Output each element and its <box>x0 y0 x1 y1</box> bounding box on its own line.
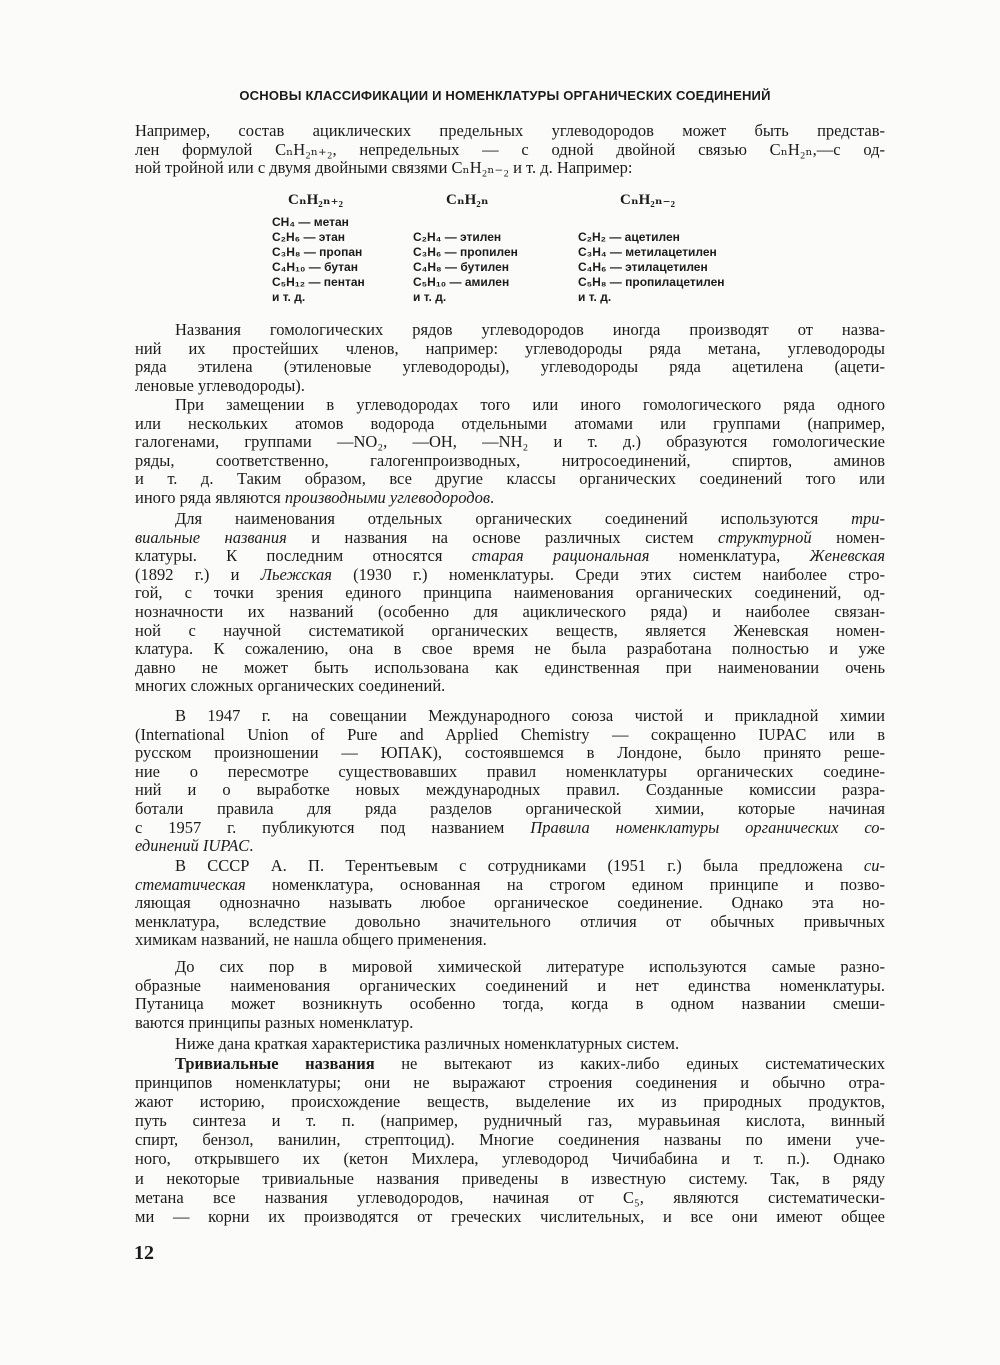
text-run: иного ряда являются <box>135 487 285 507</box>
text-run: образные наименования органических соединений и нет единства номенклатуры. <box>135 975 885 995</box>
text-run: ботали правила для ряда разделов органической химии, которые начиная <box>135 798 885 818</box>
text-line <box>135 566 885 585</box>
text-run: ряда этилена (этиленовые углеводороды), углеводороды ряда ацетилена (ацети- <box>135 357 885 377</box>
text-run: или нескольких атомов водорода отдельными атомами или группами (например, <box>135 413 885 433</box>
text-run: Например, состав ациклических предельных углеводородов может быть представ- <box>135 121 885 140</box>
italic-term: старая рациональная <box>471 546 650 566</box>
italic-term: три- <box>851 509 885 528</box>
text-line <box>135 1073 885 1092</box>
text-line <box>135 640 885 659</box>
text-line <box>135 433 885 452</box>
text-run: ний и о выработке новых международных правил. Созданные комиссии разра- <box>135 780 885 800</box>
text-run: (International Union of Pure and Applied Chemistry — сокращенно IUPAC или в <box>135 724 885 744</box>
text-run: . <box>249 836 254 856</box>
text-run: галогенами, группами —NO₂, —OH, —NH₂ и т. д.) образуются гомологические <box>135 432 885 452</box>
text-line <box>135 958 885 977</box>
text-run: номен- <box>811 527 885 547</box>
text-run: с 1957 г. публикуются под названием <box>135 817 531 837</box>
text-run: химикам названий, не нашла общего применения. <box>135 930 487 950</box>
formula-column-header: CₙH₂ₙ₊₂ <box>288 192 343 208</box>
text-run: ваются принципы разных номенклатур. <box>135 1012 414 1032</box>
text-run: и некоторые тривиальные названия приведены в известную систему. Так, в ряду <box>135 1168 885 1188</box>
text-line <box>135 452 885 471</box>
text-line <box>135 819 885 838</box>
text-run: В СССР А. П. Терентьевым с сотрудниками (1951 г.) была предложена <box>175 856 864 875</box>
text-run: принципов номенклатуры; они не выражают строения соединения и обычно отра- <box>135 1073 885 1093</box>
text-line <box>135 1188 885 1207</box>
italic-term: виальные названия <box>135 527 287 547</box>
text-line <box>135 1014 885 1033</box>
running-header: ОСНОВЫ КЛАССИФИКАЦИИ И НОМЕНКЛАТУРЫ ОРГАНИЧЕСКИХ СОЕДИНЕНИЙ <box>239 88 771 103</box>
text-line <box>135 396 885 415</box>
text-line <box>135 141 885 160</box>
text-run: нозначности их названий (особенно для ациклического ряда) и наиболее связан- <box>135 601 885 621</box>
text-run: клатура. К сожалению, она в свое время не была разработана полностью и уже <box>135 639 885 659</box>
text-run: жают историю, происхождение веществ, выделение их из природных продуктов, <box>135 1092 885 1112</box>
text-run: ной тройной или с двумя двойными связями CₙH₂ₙ₋₂ и т. д. Например: <box>135 158 633 178</box>
formula-row: C₃H₆ — пропилен <box>413 245 518 259</box>
text-line <box>135 857 885 876</box>
text-run: и названия на основе различных систем <box>286 527 719 547</box>
text-line <box>135 1035 885 1054</box>
text-run: Ниже дана краткая характеристика различных номенклатурных систем. <box>175 1034 680 1053</box>
text-run: Названия гомологических рядов углеводородов иногда производят от назва- <box>175 320 885 339</box>
text-line <box>135 1149 885 1168</box>
text-run: Для наименования отдельных органических соединений используются <box>175 509 852 528</box>
italic-term: Правила номенклатуры органических со- <box>530 817 885 837</box>
formula-etc: и т. д. <box>272 290 306 304</box>
text-run: ние о пересмотре существовавших правил номенклатуры органических соедине- <box>135 761 885 781</box>
formula-row: CH₄ — метан <box>272 215 349 229</box>
text-line <box>135 1130 885 1149</box>
paragraph <box>135 958 885 1032</box>
text-line <box>135 1207 885 1226</box>
text-run: ной с научной систематикой органических веществ, является Женевская номен- <box>135 620 885 640</box>
text-run: ного, открывшего их (кетон Михлера, углеводород Чичибабина и т. п.). Однако <box>135 1149 885 1169</box>
text-line <box>135 1169 885 1188</box>
intro-paragraph <box>135 122 885 178</box>
formula-row: C₄H₁₀ — бутан <box>272 260 358 274</box>
text-run: ляющая однозначно называть любое органическое соединение. Однако эта но- <box>135 893 885 913</box>
text-line <box>135 603 885 622</box>
text-run: Путаница может возникнуть особенно тогда, когда в одном названии смеши- <box>135 994 885 1014</box>
formula-row: C₅H₁₀ — амилен <box>413 275 510 289</box>
text-line <box>135 622 885 641</box>
text-run: давно не может быть использована как единственная при наименовании очень <box>135 657 885 677</box>
text-line <box>135 894 885 913</box>
formula-column <box>578 230 724 305</box>
formula-row: C₅H₈ — пропилацетилен <box>578 275 725 289</box>
paragraph <box>135 321 885 395</box>
text-run: клатуры. К последним относятся <box>135 546 472 566</box>
page-number: 12 <box>134 1242 154 1264</box>
formula-etc: и т. д. <box>413 290 447 304</box>
formula-column <box>413 230 518 305</box>
text-run: лен формулой CₙH₂ₙ₊₂, непредельных — с одной двойной связью CₙH₂ₙ,—с од- <box>135 139 885 159</box>
italic-term: единений IUPAC <box>135 836 250 856</box>
text-line <box>135 470 885 489</box>
text-run: менклатура, вследствие довольно значительного отличия от обычных привычных <box>135 911 885 931</box>
text-run: При замещении в углеводородах того или иного гомологического ряда одного <box>175 395 885 414</box>
formula-row: C₃H₄ — метилацетилен <box>578 245 717 259</box>
text-run: многих сложных органических соединений. <box>135 676 446 696</box>
text-line <box>135 744 885 763</box>
formula-row: C₂H₆ — этан <box>272 230 346 244</box>
text-run: ми — корни их производятся от греческих числительных, и все они имеют общее <box>135 1206 885 1226</box>
formula-column-header: CₙH₂ₙ₋₂ <box>620 192 675 208</box>
text-line <box>135 122 885 141</box>
text-run: ний их простейших членов, например: углеводороды ряда метана, углеводороды <box>135 338 885 358</box>
bold-term: Тривиальные названия <box>175 1054 375 1073</box>
text-line <box>135 781 885 800</box>
text-run: номенклатура, основанная на строгом едином принципе и позво- <box>245 874 885 894</box>
text-line <box>135 1054 885 1073</box>
paragraph <box>135 857 885 950</box>
text-line <box>135 415 885 434</box>
text-line <box>135 489 885 508</box>
text-run: спирт, бензол, ванилин, стрептоцид). Многие соединения названы по имени уче- <box>135 1130 885 1150</box>
text-line <box>135 726 885 745</box>
text-line <box>135 977 885 996</box>
text-line <box>135 677 885 696</box>
formula-column <box>272 215 365 305</box>
text-line <box>135 510 885 529</box>
text-line <box>135 1092 885 1111</box>
text-run: путь синтеза и т. п. (например, рудничный газ, муравьиная кислота, винный <box>135 1111 885 1131</box>
text-line <box>135 931 885 950</box>
paragraph <box>135 1035 885 1054</box>
text-run: В 1947 г. на совещании Международного союза чистой и прикладной химии <box>175 706 885 725</box>
text-run: (1930 г.) номенклатуры. Среди этих систем наиболее стро- <box>331 564 885 584</box>
text-line <box>135 547 885 566</box>
text-line <box>135 1111 885 1130</box>
text-run: (1892 г.) и <box>135 564 261 584</box>
paragraph <box>135 510 885 696</box>
text-line <box>135 340 885 359</box>
paragraph <box>135 707 885 856</box>
formula-column-header: CₙH₂ₙ <box>446 192 489 208</box>
text-line <box>135 995 885 1014</box>
paragraph <box>135 396 885 508</box>
text-line <box>135 321 885 340</box>
italic-term: Льежская <box>260 564 332 584</box>
text-line <box>135 659 885 678</box>
italic-term: стематическая <box>135 874 246 894</box>
formula-row: C₄H₈ — бутилен <box>413 260 510 274</box>
text-line <box>135 159 885 178</box>
text-line <box>135 913 885 932</box>
text-line <box>135 876 885 895</box>
text-run: и т. д. Таким образом, все другие классы органических соединений того или <box>135 469 885 489</box>
text-line <box>135 707 885 726</box>
text-line <box>135 358 885 377</box>
text-line <box>135 529 885 548</box>
text-run: номенклатура, <box>649 546 810 566</box>
italic-term: си- <box>863 856 885 875</box>
text-run: . <box>490 487 495 507</box>
text-run: гой, с точки зрения единого принципа наименования органических соединений, од- <box>135 583 885 603</box>
text-run: ряды, соответственно, галогенпроизводных, нитросоединений, спиртов, аминов <box>135 450 885 470</box>
text-run: До сих пор в мировой химической литературе используются самые разно- <box>175 957 885 976</box>
formula-row: C₅H₁₂ — пентан <box>272 275 365 289</box>
formula-etc: и т. д. <box>578 290 612 304</box>
formula-row: C₄H₆ — этилацетилен <box>578 260 708 274</box>
text-line <box>135 800 885 819</box>
text-line <box>135 377 885 396</box>
formula-row: C₂H₄ — этилен <box>413 230 502 244</box>
text-run: русском произношении — ЮПАК), состоявшемся в Лондоне, было принято реше- <box>135 743 885 763</box>
text-run: метана все названия углеводородов, начиная от C₅, являются систематически- <box>135 1187 885 1207</box>
formula-row: C₂H₂ — ацетилен <box>578 230 680 244</box>
text-line <box>135 584 885 603</box>
text-line <box>135 763 885 782</box>
formula-row: C₃H₈ — пропан <box>272 245 363 259</box>
italic-term: производными углеводородов <box>284 487 490 507</box>
text-run: леновые углеводороды). <box>135 375 305 395</box>
text-line <box>135 837 885 856</box>
text-run: не вытекают из каких-либо единых систематических <box>374 1054 885 1073</box>
italic-term: структурной <box>718 527 812 547</box>
italic-term: Женевская <box>809 546 885 566</box>
paragraph <box>135 1054 885 1226</box>
